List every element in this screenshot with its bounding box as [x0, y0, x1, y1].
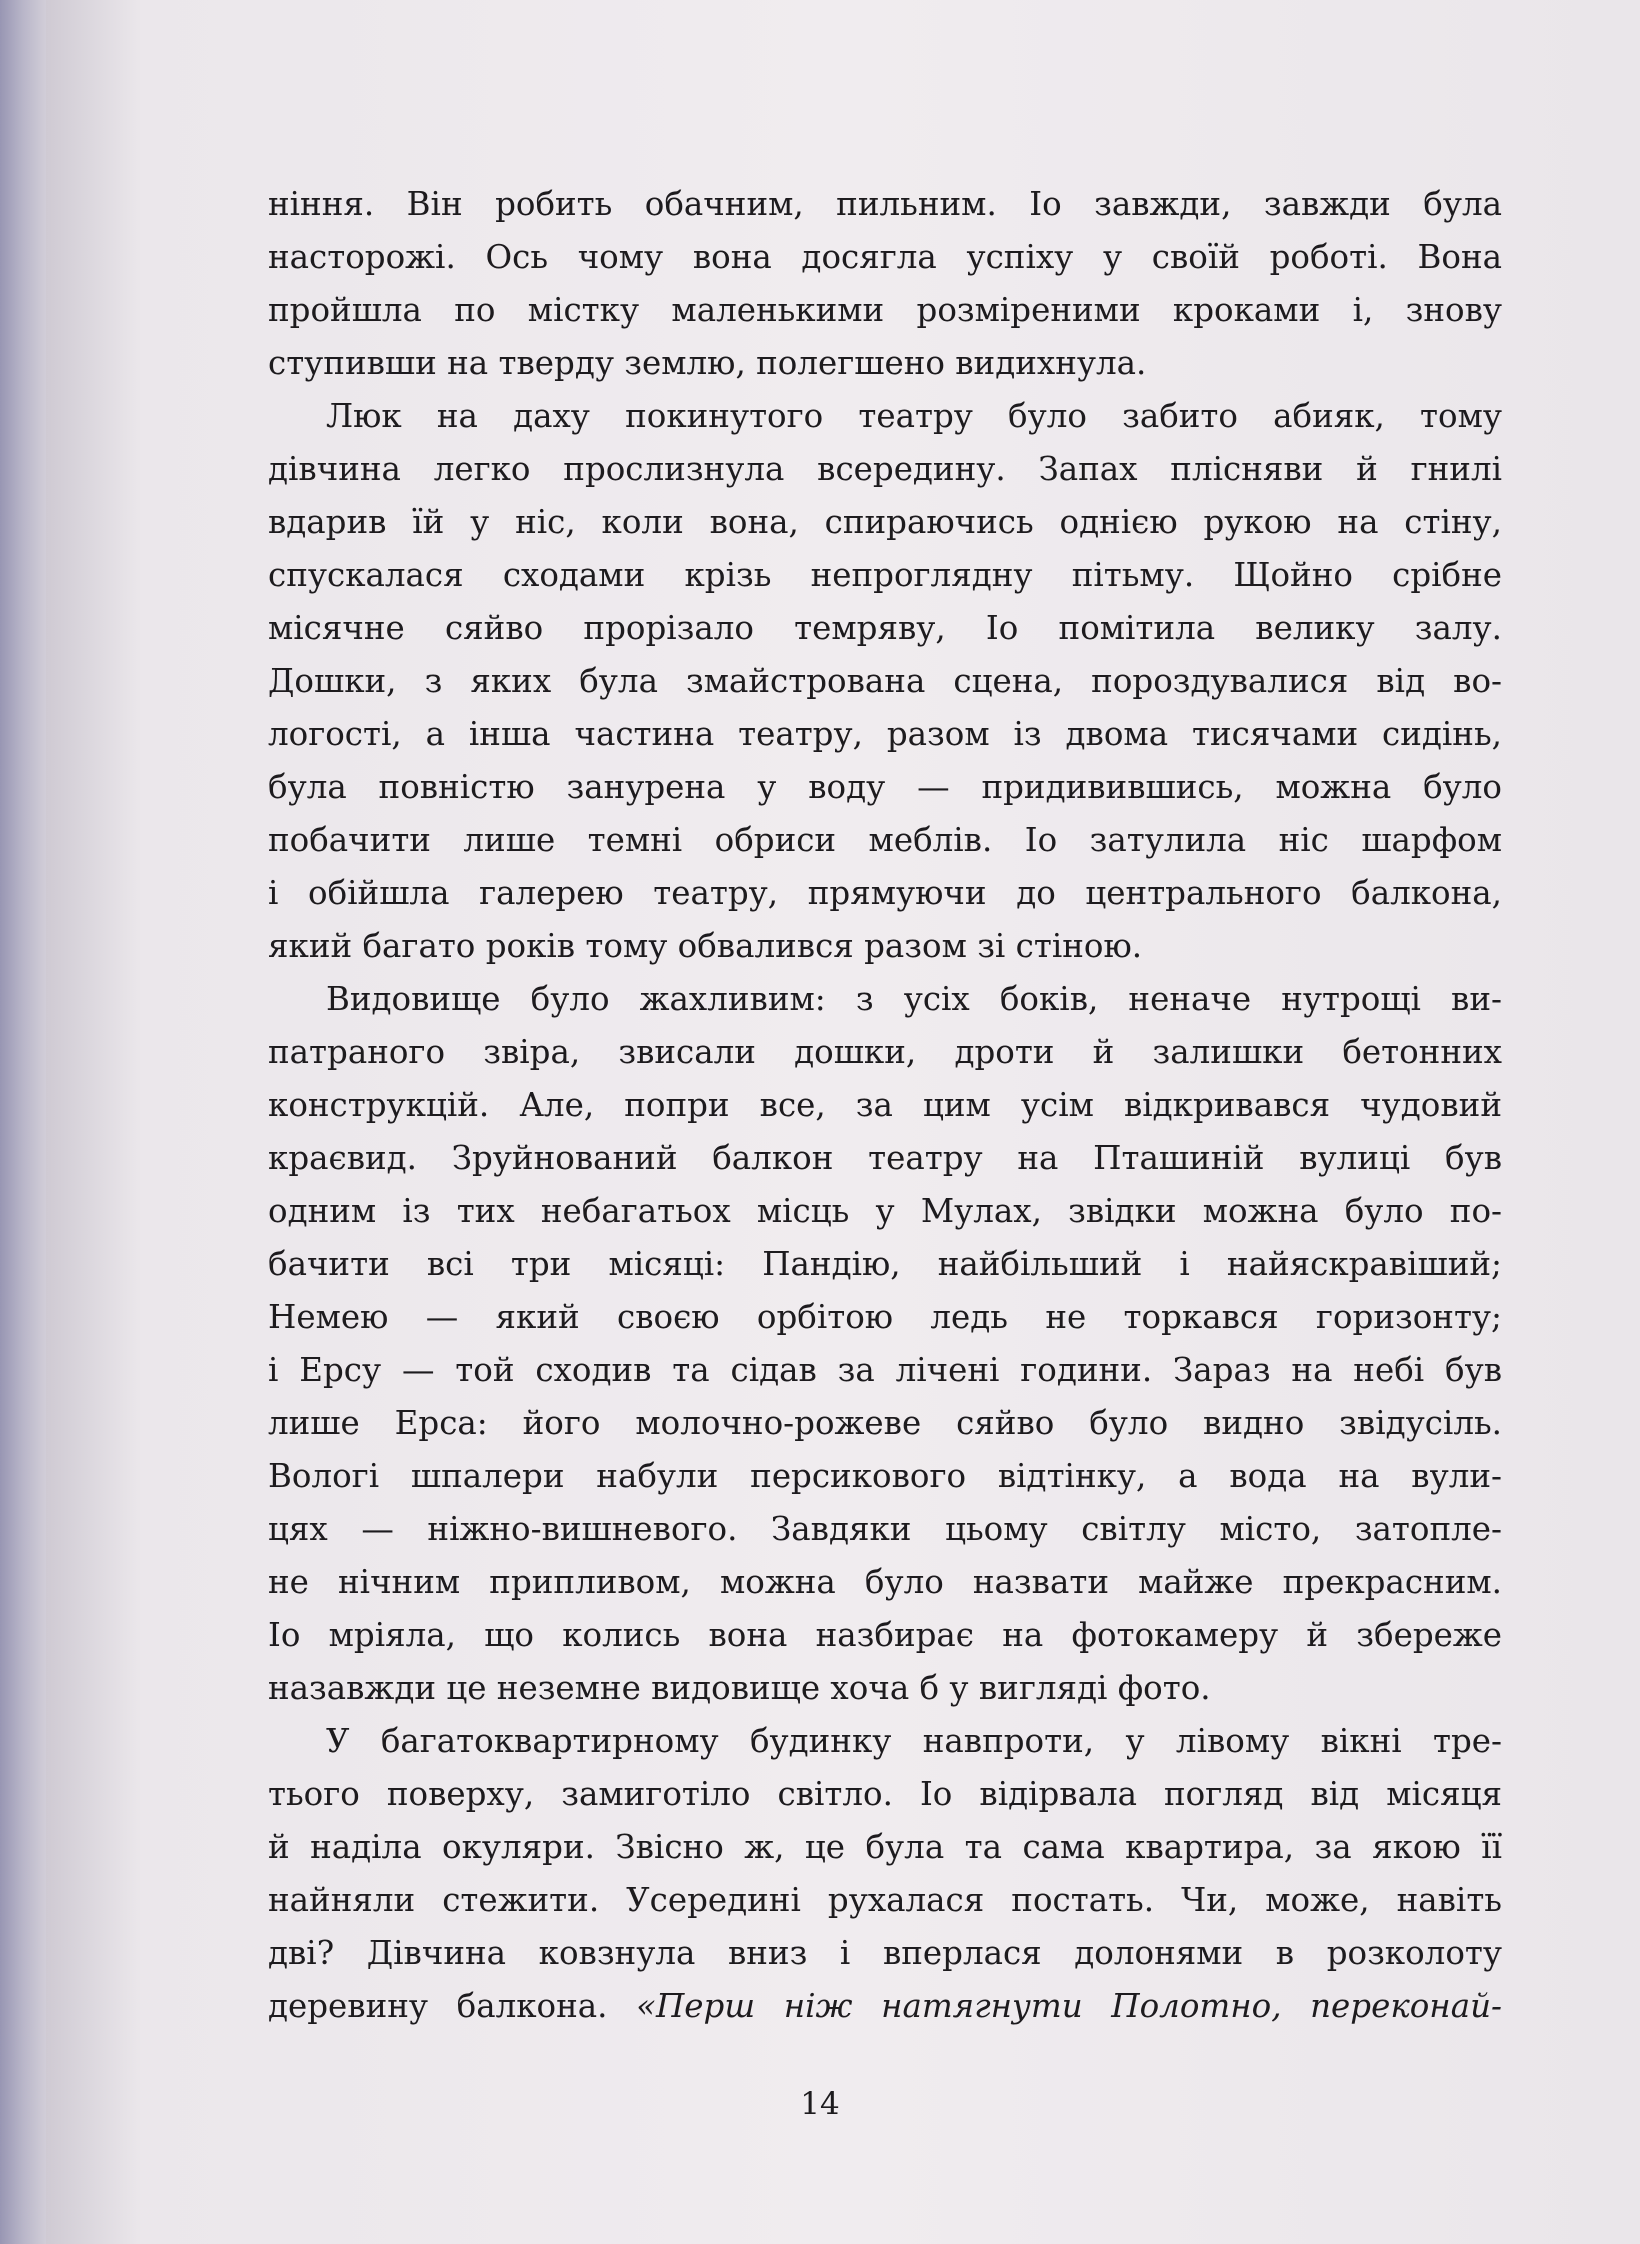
text-line: патраного звіра, звисали дошки, дроти й залишки бетонних [268, 1033, 1502, 1071]
final-line-plain: деревину балкона. [268, 1987, 637, 2025]
text-line: який багато років тому обвалився разом зі стіною. [268, 927, 1143, 965]
text-line: У багатоквартирному будинку навпроти, у лівому вікні тре- [326, 1722, 1502, 1760]
text-line: конструкцій. Але, попри все, за цим усім відкривався чудовий [268, 1086, 1502, 1124]
text-line: логості, а інша частина театру, разом із двома тисячами сидінь, [268, 715, 1502, 753]
text-line: спускалася сходами крізь непроглядну пітьму. Щойно срібне [268, 556, 1502, 594]
text-line: тього поверху, замиготіло світло. Іо відірвала погляд від місяця [268, 1775, 1502, 1813]
text-line: найняли стежити. Усередині рухалася постать. Чи, може, навіть [268, 1881, 1502, 1919]
text-line: краєвид. Зруйнований балкон театру на Пташиній вулиці був [268, 1139, 1502, 1177]
text-line: назавжди це неземне видовище хоча б у вигляді фото. [268, 1669, 1211, 1707]
text-line: ступивши на тверду землю, полегшено видихнула. [268, 344, 1147, 382]
text-line: вдарив їй у ніс, коли вона, спираючись однією рукою на стіну, [268, 503, 1502, 541]
text-line: побачити лише темні обриси меблів. Іо затулила ніс шарфом [268, 821, 1502, 859]
text-line: лише Ерса: його молочно-рожеве сяйво було видно звідусіль. [268, 1404, 1502, 1442]
text-line: і обійшла галерею театру, прямуючи до центрального балкона, [268, 874, 1502, 912]
text-line: і Ерсу — той сходив та сідав за лічені години. Зараз на небі був [268, 1351, 1502, 1389]
text-line: була повністю занурена у воду — придивившись, можна було [268, 768, 1502, 806]
text-line: Дошки, з яких була змайстрована сцена, пороздувалися від во- [268, 662, 1502, 700]
text-line: насторожі. Ось чому вона досягла успіху у своїй роботі. Вона [268, 238, 1502, 276]
text-line: бачити всі три місяці: Пандію, найбільший і найяскравіший; [268, 1245, 1502, 1283]
page-number: 14 [800, 2086, 840, 2122]
text-line: пройшла по містку маленькими розміреними кроками і, знову [268, 291, 1502, 329]
text-line: цях — ніжно-вишневого. Завдяки цьому світлу місто, затопле- [268, 1510, 1502, 1548]
text-line: Люк на даху покинутого театру було забито абияк, тому [326, 397, 1502, 435]
text-line: Іо мріяла, що колись вона назбирає на фотокамеру й збереже [268, 1616, 1502, 1654]
text-line: місячне сяйво прорізало темряву, Іо помітила велику залу. [268, 609, 1502, 647]
text-line: Видовище було жахливим: з усіх боків, неначе нутрощі ви- [326, 980, 1502, 1018]
text-line: Немею — який своєю орбітою ледь не торкався горизонту; [268, 1298, 1502, 1336]
text-line: одним із тих небагатьох місць у Мулах, звідки можна було по- [268, 1192, 1502, 1230]
text-line: дві? Дівчина ковзнула вниз і вперлася долонями в розколоту [268, 1934, 1502, 1972]
text-line: дівчина легко прослизнула всередину. Запах плісняви й гнилі [268, 450, 1502, 488]
body-text [268, 178, 1502, 2033]
text-line: Вологі шпалери набули персикового відтінку, а вода на вули- [268, 1457, 1502, 1495]
final-line-italic: «Перш ніж натягнути Полотно, переконай- [636, 1987, 1502, 2025]
text-line-final [268, 1980, 1502, 2033]
text-line: ніння. Він робить обачним, пильним. Іо завжди, завжди була [268, 185, 1502, 223]
text-line: не нічним припливом, можна було назвати майже прекрасним. [268, 1563, 1502, 1601]
text-line: й наділа окуляри. Звісно ж, це була та сама квартира, за якою її [268, 1828, 1502, 1866]
